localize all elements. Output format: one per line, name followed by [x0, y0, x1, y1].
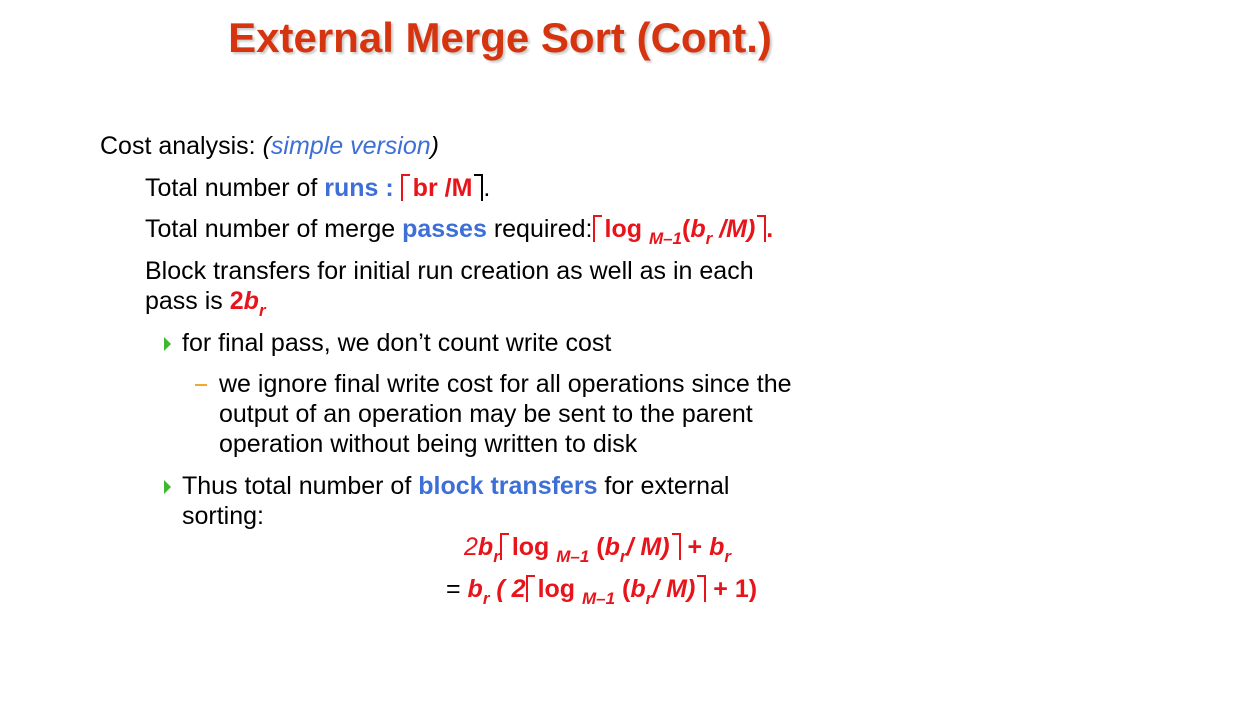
passes-prefix: Total number of merge [145, 215, 403, 243]
passes-line [145, 214, 774, 248]
ignore-line-1: we ignore final write cost for all operations since the [219, 370, 792, 398]
ceil-right-icon [672, 533, 681, 560]
runs-word: runs : [324, 174, 394, 202]
thus-bold: block transfers [418, 472, 598, 500]
passes-formula: $\log _{M-1}(b_r$ /M) [604, 215, 756, 248]
cost-note: simple version [270, 132, 431, 160]
runs-end: . [483, 174, 491, 202]
cost-note-close: ) [430, 132, 439, 160]
ignore-line-2: output of an operation may be sent to the parent [219, 400, 753, 428]
ceil-left-icon [500, 533, 509, 560]
ceil-left-icon [593, 215, 602, 242]
bullet-dash-icon [195, 384, 207, 386]
blocks-line-1: Block transfers for initial run creation as well as in each [145, 257, 754, 285]
runs-line [145, 173, 490, 203]
bullet-triangle-icon [164, 337, 171, 351]
ignore-line-3: operation without being written to disk [219, 430, 638, 458]
passes-word: passes [402, 215, 487, 243]
runs-formula: br /M [412, 174, 473, 202]
ceil-left-icon [526, 575, 535, 602]
thus-line-1: Thus total number of block transfers for external [182, 472, 730, 500]
cost-note-open: ( [262, 132, 271, 160]
ceil-right-icon [697, 575, 706, 602]
ceil-right-icon [757, 215, 766, 242]
blocks-cost: $2b_r$ [229, 287, 266, 320]
cost-label: Cost analysis: [100, 132, 263, 160]
cost-analysis-line [100, 131, 439, 161]
passes-end: . [766, 215, 774, 243]
ceil-left-icon [401, 174, 410, 201]
passes-suffix: required: [486, 215, 593, 243]
final-pass-line: for final pass, we don’t count write cost [182, 329, 612, 357]
blocks-line-2: pass is $2b_r$ [145, 287, 266, 320]
formula-2: = $b_r$ ( 2 log $_{M-1}$ ($b_r/$ M) + 1) [446, 575, 758, 608]
thus-line-2: sorting: [182, 502, 264, 530]
formula-1: $2b_r$ log $_{M-1}$ ($b_r/$ $M) + b_r$ [464, 533, 731, 566]
bullet-triangle-icon [164, 480, 171, 494]
slide-title: External Merge Sort (Cont.) [228, 14, 772, 61]
runs-prefix: Total number of [145, 174, 325, 202]
